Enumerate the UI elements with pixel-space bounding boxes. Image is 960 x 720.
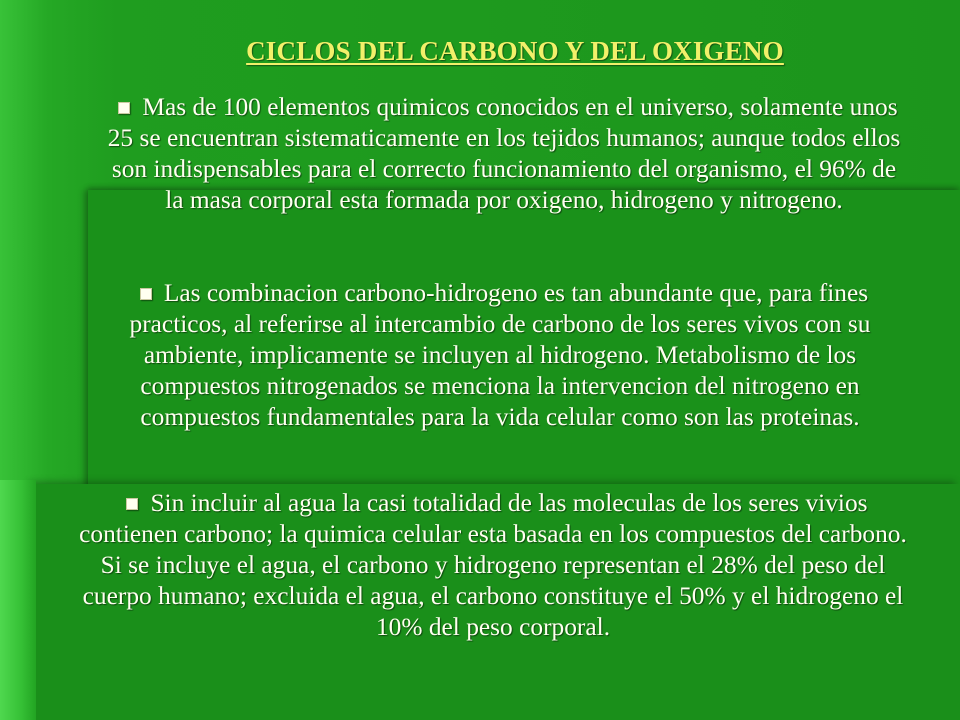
square-bullet-icon xyxy=(118,102,130,114)
square-bullet-icon xyxy=(140,288,152,300)
bullet-text-2: Las combinacion carbono-hidrogeno es tan abundante que, para fines practicos, al referirse al intercambio de carbono de los seres vivos con su ambiente, implicamente se incluyen al hidrogeno. Metabolismo de los compuestos nitrogenados se menciona la intervencion del nitrogeno en compuestos fundamentales para la vida celular como son las proteinas. xyxy=(129,279,871,431)
bullet-paragraph-1 xyxy=(100,92,908,216)
square-bullet-icon xyxy=(126,498,138,510)
bullet-paragraph-3 xyxy=(76,488,910,643)
bullet-text-1: Mas de 100 elementos quimicos conocidos en el universo, solamente unos 25 se encuentran sistematicamente en los tejidos humanos; aunque todos ellos son indispensables para el correcto funcionamiento del organismo, el 96% de la masa corporal esta formada por oxigeno, hidrogeno y nitrogeno. xyxy=(107,93,901,214)
slide-title: CICLOS DEL CARBONO Y DEL OXIGENO xyxy=(246,36,784,66)
bullet-paragraph-2 xyxy=(92,278,908,433)
bullet-text-3: Sin incluir al agua la casi totalidad de las moleculas de los seres vivios contienen carbono; la quimica celular esta basada en los compuestos del carbono. Si se incluye el agua, el carbono y hidrogeno representan el 28% del peso del cuerpo humano; excluida el agua, el carbono constituye el 50% y el hidrogeno el 10% del peso corporal. xyxy=(79,489,907,641)
